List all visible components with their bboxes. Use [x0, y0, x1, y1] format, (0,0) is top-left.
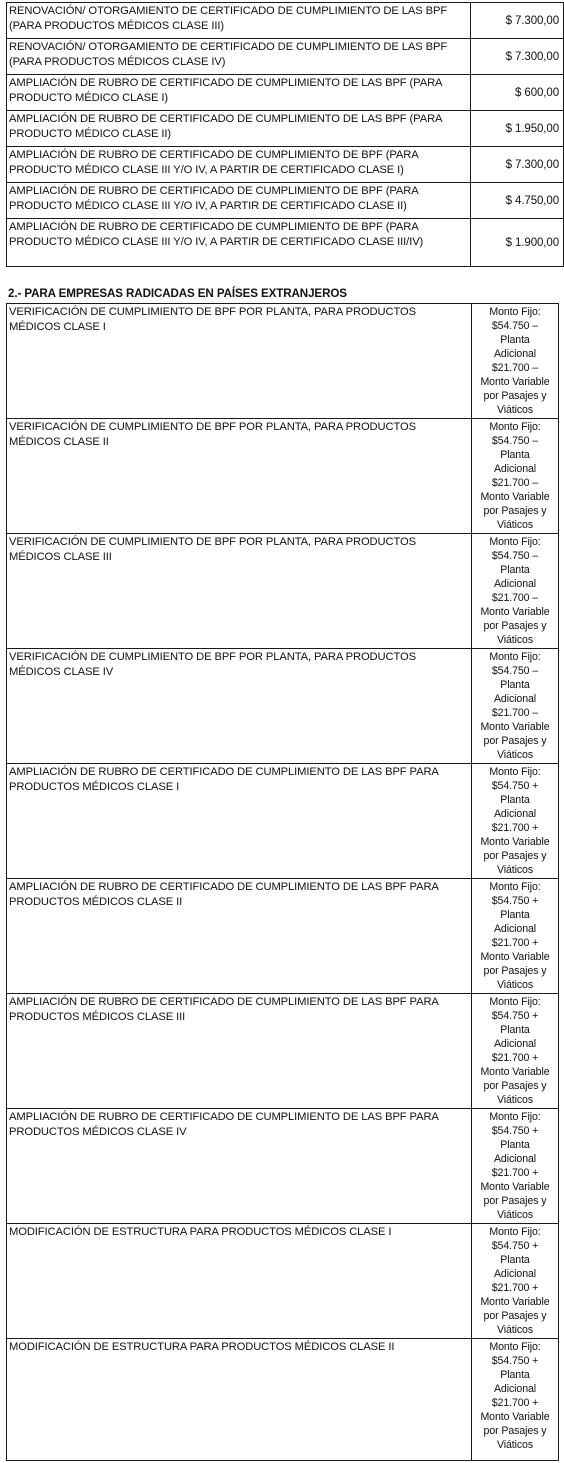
fee-line: Planta	[500, 1139, 530, 1151]
fee-line: Monto Variable	[480, 491, 550, 503]
fee-line: $21.700 +	[491, 1397, 539, 1409]
row-amount: $ 7.300,00	[471, 39, 564, 75]
row-description: AMPLIACIÓN DE RUBRO DE CERTIFICADO DE CUMPLIMIENTO DE LAS BPF PARA PRODUCTOS MÉDICOS CLASE II	[7, 879, 472, 994]
fee-line: Adicional	[493, 1153, 537, 1165]
fee-line: Monto Fijo:	[489, 306, 541, 318]
row-fee	[472, 649, 559, 764]
fee-line: $21.700 –	[491, 707, 539, 719]
fee-line: Monto Fijo:	[489, 1341, 541, 1353]
fee-line: Planta	[500, 449, 530, 461]
fee-line: Monto Fijo:	[489, 881, 541, 893]
fee-line: Planta	[500, 1369, 530, 1381]
fee-line: $54.750 –	[491, 665, 539, 677]
fee-line: $21.700 +	[491, 1052, 539, 1064]
row-description: AMPLIACIÓN DE RUBRO DE CERTIFICADO DE CUMPLIMIENTO DE BPF (PARA PRODUCTO MÉDICO CLASE III Y/O IV, A PARTIR DE CERTIFICADO CLASE I)	[7, 147, 471, 183]
fee-line: Viáticos	[496, 1209, 534, 1221]
row-description: AMPLIACIÓN DE RUBRO DE CERTIFICADO DE CUMPLIMIENTO DE LAS BPF (PARA PRODUCTO MÉDICO CLASE II)	[7, 111, 471, 147]
fee-line: Planta	[500, 334, 530, 346]
row-description: AMPLIACIÓN DE RUBRO DE CERTIFICADO DE CUMPLIMIENTO DE BPF (PARA PRODUCTO MÉDICO CLASE III Y/O IV, A PARTIR DE CERTIFICADO CLASE III/IV)	[7, 219, 471, 267]
fee-line: $54.750 +	[491, 1355, 539, 1367]
fee-line: Monto Variable	[480, 606, 550, 618]
fee-line: Adicional	[493, 923, 537, 935]
row-fee	[472, 304, 559, 419]
fee-line: Viáticos	[496, 749, 534, 761]
row-fee	[472, 1224, 559, 1339]
table-row	[7, 304, 559, 419]
row-description: RENOVACIÓN/ OTORGAMIENTO DE CERTIFICADO DE CUMPLIMIENTO DE LAS BPF (PARA PRODUCTOS MÉDICOS CLASE IV)	[7, 39, 471, 75]
row-fee	[472, 419, 559, 534]
fee-line: por Pasajes y	[483, 390, 547, 402]
row-description: VERIFICACIÓN DE CUMPLIMIENTO DE BPF POR PLANTA, PARA PRODUCTOS MÉDICOS CLASE III	[7, 534, 472, 649]
fee-line: $21.700 –	[491, 362, 539, 374]
fee-line: Adicional	[493, 1268, 537, 1280]
fee-line: Monto Fijo:	[489, 536, 541, 548]
fee-line: Monto Fijo:	[489, 766, 541, 778]
fee-line: $21.700 +	[491, 1167, 539, 1179]
row-description: AMPLIACIÓN DE RUBRO DE CERTIFICADO DE CUMPLIMIENTO DE LAS BPF (PARA PRODUCTO MÉDICO CLASE I)	[7, 75, 471, 111]
fee-line: Monto Variable	[480, 836, 550, 848]
fee-line: Viáticos	[496, 1324, 534, 1336]
row-description: VERIFICACIÓN DE CUMPLIMIENTO DE BPF POR PLANTA, PARA PRODUCTOS MÉDICOS CLASE I	[7, 304, 472, 419]
fee-line: Viáticos	[496, 404, 534, 416]
fee-line: $21.700 +	[491, 937, 539, 949]
table-row	[7, 219, 564, 267]
fee-line: $54.750 +	[491, 780, 539, 792]
row-fee	[472, 1109, 559, 1224]
fee-line: por Pasajes y	[483, 1310, 547, 1322]
row-fee	[472, 534, 559, 649]
fee-line: por Pasajes y	[483, 620, 547, 632]
fee-line: $21.700 –	[491, 477, 539, 489]
fee-line: por Pasajes y	[483, 505, 547, 517]
fee-line: Planta	[500, 909, 530, 921]
fee-line: Monto Variable	[480, 1181, 550, 1193]
fee-line: Adicional	[493, 1038, 537, 1050]
fee-line: Viáticos	[496, 1439, 534, 1451]
row-description: VERIFICACIÓN DE CUMPLIMIENTO DE BPF POR PLANTA, PARA PRODUCTOS MÉDICOS CLASE IV	[7, 649, 472, 764]
fee-line: por Pasajes y	[483, 965, 547, 977]
fee-line: Monto Fijo:	[489, 1111, 541, 1123]
row-description: AMPLIACIÓN DE RUBRO DE CERTIFICADO DE CUMPLIMIENTO DE LAS BPF PARA PRODUCTOS MÉDICOS CLASE III	[7, 994, 472, 1109]
fee-line: Monto Variable	[480, 1066, 550, 1078]
fee-line: Monto Variable	[480, 721, 550, 733]
row-fee	[472, 994, 559, 1109]
fee-line: $54.750 –	[491, 320, 539, 332]
fee-line: por Pasajes y	[483, 850, 547, 862]
table-row	[7, 111, 564, 147]
row-description: AMPLIACIÓN DE RUBRO DE CERTIFICADO DE CUMPLIMIENTO DE LAS BPF PARA PRODUCTOS MÉDICOS CLASE IV	[7, 1109, 472, 1224]
domestic-fees-table	[6, 2, 564, 267]
fee-line: por Pasajes y	[483, 1080, 547, 1092]
fee-line: Monto Variable	[480, 1296, 550, 1308]
fee-line: $54.750 –	[491, 550, 539, 562]
foreign-fees-table	[6, 303, 559, 1461]
row-fee	[472, 1339, 559, 1461]
fee-line: Monto Fijo:	[489, 996, 541, 1008]
fee-line: Monto Fijo:	[489, 1226, 541, 1238]
row-description: AMPLIACIÓN DE RUBRO DE CERTIFICADO DE CUMPLIMIENTO DE BPF (PARA PRODUCTO MÉDICO CLASE III Y/O IV, A PARTIR DE CERTIFICADO CLASE II)	[7, 183, 471, 219]
fee-line: Viáticos	[496, 864, 534, 876]
row-amount: $ 7.300,00	[471, 147, 564, 183]
table-row	[7, 1109, 559, 1224]
table-row	[7, 419, 559, 534]
table-row	[7, 147, 564, 183]
row-description: MODIFICACIÓN DE ESTRUCTURA PARA PRODUCTOS MÉDICOS CLASE I	[7, 1224, 472, 1339]
fee-line: Viáticos	[496, 634, 534, 646]
fee-line: Viáticos	[496, 979, 534, 991]
table-row	[7, 39, 564, 75]
row-fee	[472, 879, 559, 994]
row-description: AMPLIACIÓN DE RUBRO DE CERTIFICADO DE CUMPLIMIENTO DE LAS BPF PARA PRODUCTOS MÉDICOS CLASE I	[7, 764, 472, 879]
table-row	[7, 75, 564, 111]
row-amount: $ 600,00	[471, 75, 564, 111]
fee-line: por Pasajes y	[483, 1195, 547, 1207]
fee-line: $54.750 +	[491, 895, 539, 907]
fee-line: Viáticos	[496, 519, 534, 531]
row-amount: $ 1.950,00	[471, 111, 564, 147]
fee-line: Monto Fijo:	[489, 421, 541, 433]
fee-line: $21.700 –	[491, 592, 539, 604]
fee-line: $54.750 +	[491, 1010, 539, 1022]
fee-line: Monto Fijo:	[489, 651, 541, 663]
row-fee	[472, 764, 559, 879]
table-row	[7, 1339, 559, 1461]
table-row	[7, 994, 559, 1109]
section-heading: 2.- PARA EMPRESAS RADICADAS EN PAÍSES EXTRANJEROS	[8, 287, 347, 300]
fee-line: $21.700 +	[491, 1282, 539, 1294]
fee-line: $54.750 –	[491, 435, 539, 447]
fee-line: Planta	[500, 1024, 530, 1036]
fee-line: Planta	[500, 564, 530, 576]
row-amount: $ 7.300,00	[471, 3, 564, 39]
row-description: MODIFICACIÓN DE ESTRUCTURA PARA PRODUCTOS MÉDICOS CLASE II	[7, 1339, 472, 1461]
fee-line: $54.750 +	[491, 1125, 539, 1137]
fee-line: Monto Variable	[480, 1411, 550, 1423]
fee-line: Adicional	[493, 808, 537, 820]
table-row	[7, 879, 559, 994]
fee-line: Planta	[500, 679, 530, 691]
fee-line: Adicional	[493, 1383, 537, 1395]
table-row	[7, 649, 559, 764]
fee-line: Adicional	[493, 693, 537, 705]
fee-line: por Pasajes y	[483, 735, 547, 747]
table-row	[7, 3, 564, 39]
fee-line: Monto Variable	[480, 951, 550, 963]
fee-line: Planta	[500, 794, 530, 806]
table-row	[7, 764, 559, 879]
table-row	[7, 534, 559, 649]
fee-line: $21.700 +	[491, 822, 539, 834]
fee-line: por Pasajes y	[483, 1425, 547, 1437]
fee-line: Planta	[500, 1254, 530, 1266]
fee-line: Viáticos	[496, 1094, 534, 1106]
fee-line: Adicional	[493, 463, 537, 475]
fee-line: Adicional	[493, 348, 537, 360]
fee-line: Monto Variable	[480, 376, 550, 388]
table-row	[7, 183, 564, 219]
table-row	[7, 1224, 559, 1339]
row-amount: $ 4.750,00	[471, 183, 564, 219]
row-description: RENOVACIÓN/ OTORGAMIENTO DE CERTIFICADO DE CUMPLIMIENTO DE LAS BPF (PARA PRODUCTOS MÉDICOS CLASE III)	[7, 3, 471, 39]
fee-line: Adicional	[493, 578, 537, 590]
row-description: VERIFICACIÓN DE CUMPLIMIENTO DE BPF POR PLANTA, PARA PRODUCTOS MÉDICOS CLASE II	[7, 419, 472, 534]
fee-line: $54.750 +	[491, 1240, 539, 1252]
row-amount: $ 1.900,00	[471, 219, 564, 267]
